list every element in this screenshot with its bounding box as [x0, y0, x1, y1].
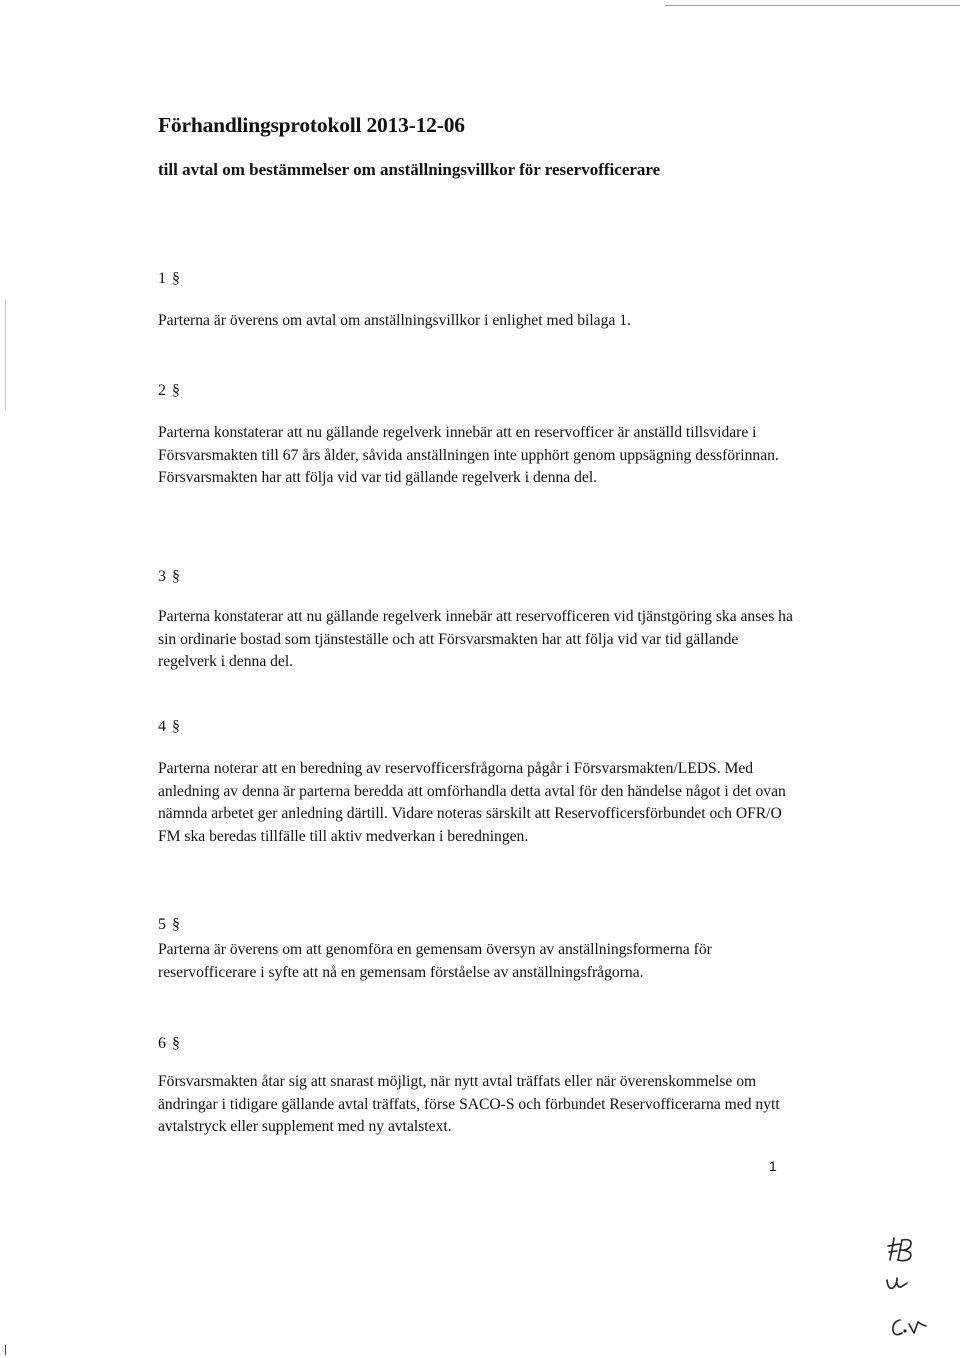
page-number: 1 — [769, 1158, 777, 1174]
section-text: Försvarsmakten åtar sig att snarast möjligt, när nytt avtal träffats eller när överenskommelse om ändringar i tidigare gällande avtal träffats, förse SACO-S och förbundet Reservofficerarna med nytt avtalstryck eller supplement med ny avtalstext. — [158, 1073, 780, 1135]
section-heading — [158, 1033, 798, 1055]
section-number: 4 — [158, 718, 166, 735]
paragraph-sign: § — [172, 718, 180, 735]
section-3 — [158, 566, 798, 674]
paragraph-sign: § — [172, 1035, 180, 1052]
initials-u-signature — [887, 1278, 907, 1288]
initials-fb-signature — [888, 1238, 911, 1261]
section-heading — [158, 268, 798, 290]
handwritten-initials — [880, 1230, 950, 1340]
section-text: Parterna konstaterar att nu gällande regelverk innebär att reservofficeren vid tjänstgöring ska anses ha sin ordinarie bostad som tjänsteställe och att Försvarsmakten har att följa vid var tid gällande regelverk i denna del. — [158, 608, 793, 670]
section-number: 5 — [158, 916, 166, 933]
section-heading — [158, 566, 798, 588]
section-text: Parterna noterar att en beredning av reservofficersfrågorna pågår i Försvarsmakten/LEDS. Med anledning av denna är parterna beredda att omförhandla detta avtal för den händelse något i det ovan nämnda arbetet ger anledning därtill. Vidare noteras särskilt att Reservofficersförbundet och OFR/O FM ska beredas tillfälle till aktiv medverkan i beredningen. — [158, 760, 786, 845]
scan-artifact-line — [665, 5, 960, 6]
paragraph-sign: § — [172, 916, 180, 933]
section-number: 2 — [158, 382, 166, 399]
document-title: Förhandlingsprotokoll 2013-12-06 — [158, 113, 465, 137]
section-text: Parterna är överens om att genomföra en gemensam översyn av anställningsformerna för reservofficerare i syfte att nå en gemensam förståelse av anställningsfrågorna. — [158, 941, 712, 981]
section-5 — [158, 914, 798, 984]
section-number: 6 — [158, 1035, 166, 1052]
section-6 — [158, 1033, 798, 1139]
scan-artifact-line — [5, 300, 6, 410]
section-text: Parterna är överens om avtal om anställningsvillkor i enlighet med bilaga 1. — [158, 312, 631, 329]
section-text: Parterna konstaterar att nu gällande regelverk innebär att en reservofficer är anställd tillsvidare i Försvarsmakten till 67 års ålder, såvida anställningen inte upphört genom uppsägning dessförinnan. Försvarsmakten har att följa vid var tid gällande regelverk i denna del. — [158, 424, 779, 486]
paragraph-sign: § — [172, 382, 180, 399]
section-2 — [158, 380, 798, 490]
paragraph-sign: § — [172, 568, 180, 585]
section-heading — [158, 914, 798, 936]
section-number: 1 — [158, 270, 166, 287]
section-heading — [158, 380, 798, 402]
section-number: 3 — [158, 568, 166, 585]
paragraph-sign: § — [172, 270, 180, 287]
section-heading — [158, 716, 798, 738]
section-4 — [158, 716, 798, 848]
scan-artifact-mark — [5, 1345, 6, 1355]
section-1 — [158, 268, 798, 333]
document-subtitle: till avtal om bestämmelser om anställningsvillkor för reservofficerare — [158, 160, 661, 179]
initials-cv-signature — [893, 1320, 926, 1335]
